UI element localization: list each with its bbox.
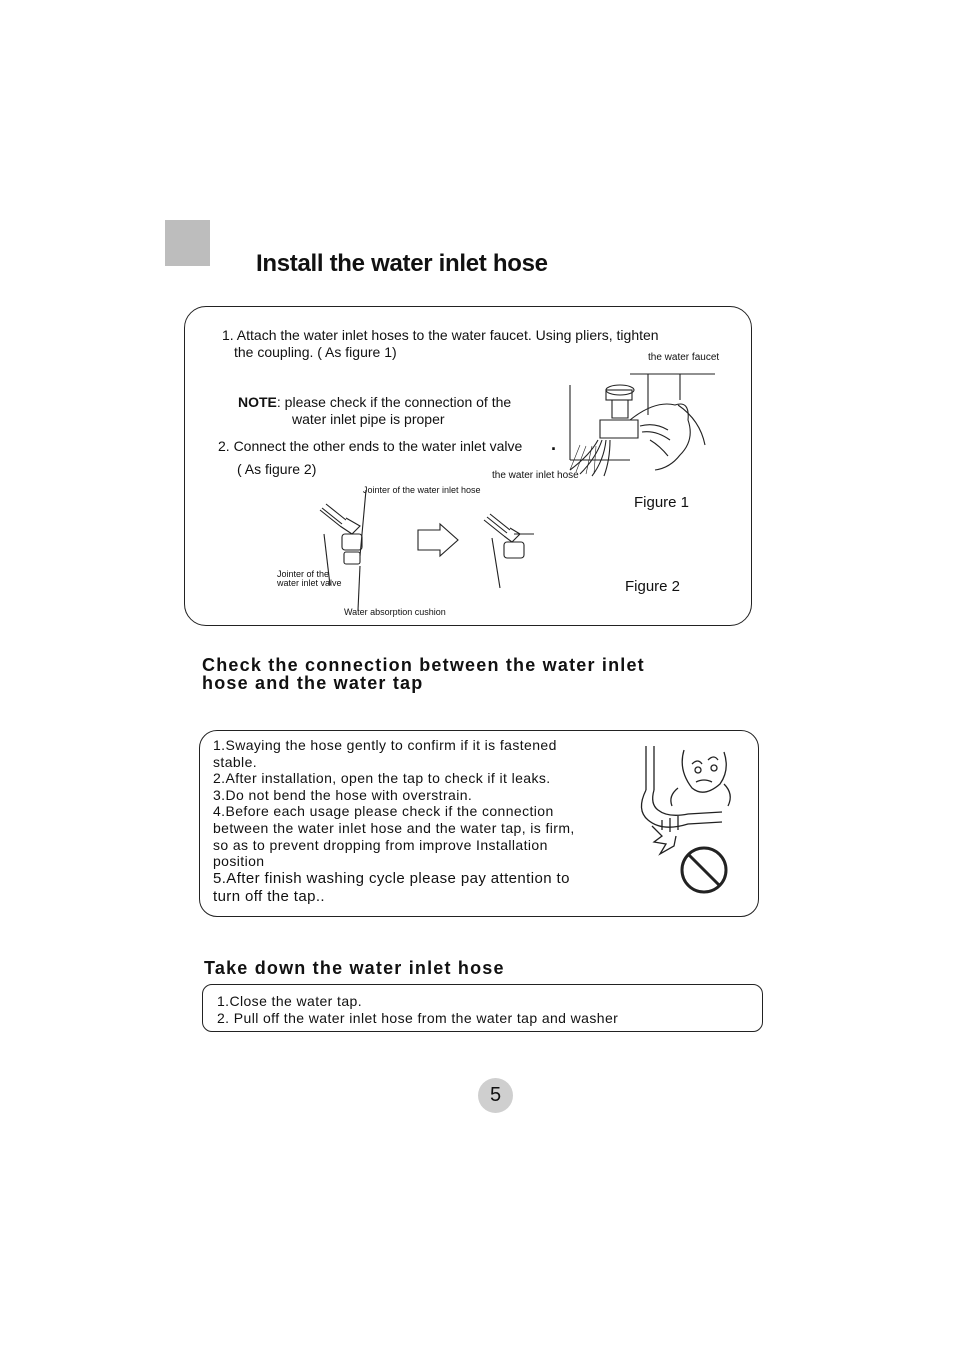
- note-line1: NOTE: please check if the connection of the: [238, 394, 512, 410]
- label-jointer-valve-2: water inlet valve: [277, 578, 342, 588]
- take-down-list: [217, 993, 618, 1027]
- list-item: 4.Before each usage please check if the connection: [213, 803, 554, 820]
- page-number: 5: [478, 1078, 513, 1113]
- note-line2: water inlet pipe is proper: [292, 411, 445, 427]
- step2-period: .: [551, 434, 557, 454]
- figure2-valve-illustration: [300, 490, 560, 610]
- step1-line1: 1. Attach the water inlet hoses to the water faucet. Using pliers, tighten: [222, 327, 659, 343]
- check-connection-list: [213, 737, 575, 906]
- section-title-check-line2: hose and the water tap: [202, 673, 424, 693]
- section-title-take-down: Take down the water inlet hose: [204, 958, 505, 978]
- list-item: 1.Swaying the hose gently to confirm if it is fastened: [213, 737, 557, 753]
- label-jointer-valve-1: Jointer of the: [277, 569, 330, 579]
- list-item: turn off the tap..: [213, 887, 325, 905]
- list-item: stable.: [213, 753, 258, 770]
- step2-line1: 2. Connect the other ends to the water inlet valve: [218, 438, 523, 454]
- list-item: so as to prevent dropping from improve Installation: [213, 836, 548, 853]
- label-water-inlet-hose: the water inlet hose: [492, 470, 579, 481]
- figure2-label: Figure 2: [625, 578, 681, 595]
- bent-hose-character-illustration: [632, 740, 742, 900]
- section-title-check-line1: Check the connection between the water inlet: [202, 655, 645, 675]
- step2-line2: ( As figure 2): [237, 461, 317, 477]
- section-title-install: Install the water inlet hose: [256, 250, 548, 277]
- step1-line2: the coupling. ( As figure 1): [234, 344, 397, 360]
- list-item: 5.After finish washing cycle please pay attention to: [213, 869, 570, 887]
- label-water-faucet: the water faucet: [648, 352, 720, 363]
- label-water-absorption-cushion: Water absorption cushion: [344, 607, 446, 617]
- list-item: position: [213, 853, 265, 870]
- list-item: 2.After installation, open the tap to check if it leaks.: [213, 770, 551, 787]
- list-item: between the water inlet hose and the water tap, is firm,: [213, 819, 575, 836]
- list-item: 2. Pull off the water inlet hose from the water tap and washer: [217, 1010, 619, 1026]
- figure1-label: Figure 1: [634, 494, 690, 511]
- list-item: 1.Close the water tap.: [217, 993, 362, 1009]
- figure1-faucet-illustration: [560, 360, 720, 480]
- section-marker: [165, 220, 210, 266]
- note-label: NOTE: [238, 394, 277, 410]
- list-item: 3.Do not bend the hose with overstrain.: [213, 786, 473, 803]
- label-jointer-hose: Jointer of the water inlet hose: [363, 485, 481, 495]
